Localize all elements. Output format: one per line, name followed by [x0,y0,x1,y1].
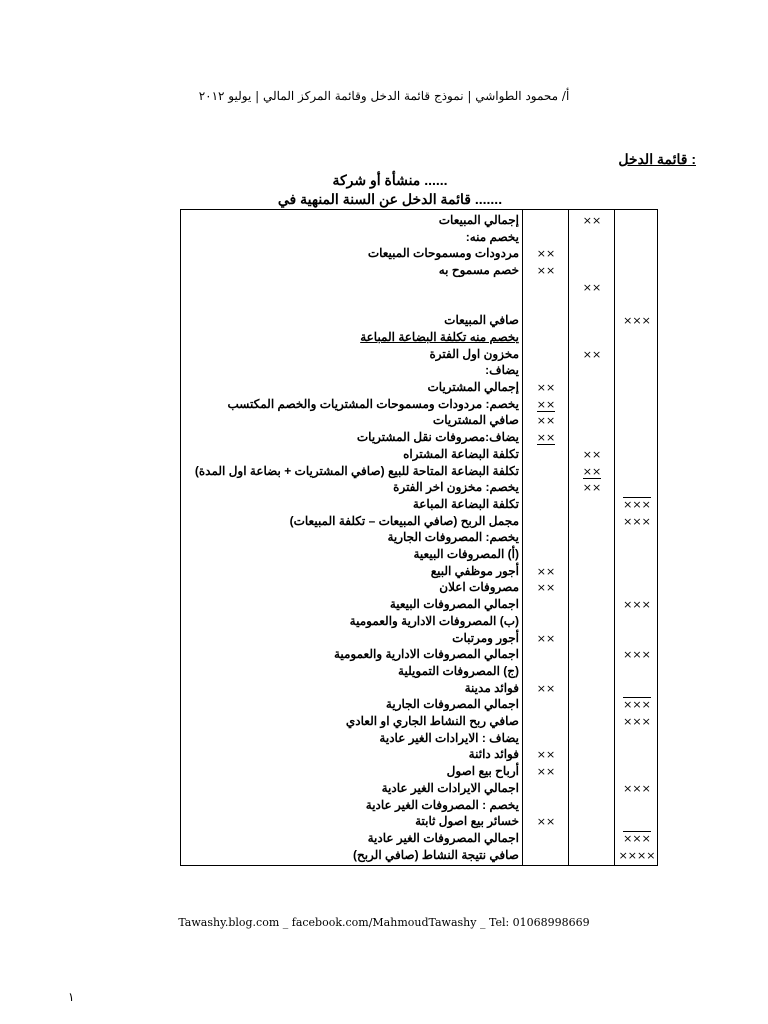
row-label: فوائد دائنة [468,747,519,762]
row-label: يخصم : المصروفات الغير عادية [365,797,519,812]
row-label: يضاف : الايرادات الغير عادية [379,730,519,745]
row-label: مجمل الربح (صافي المبيعات – تكلفة المبيعات) [289,513,519,528]
amount-cell [523,463,569,480]
table-row [181,713,657,730]
amount-cell [569,663,615,680]
row-label: يضاف: [485,363,519,378]
amount-cell [523,279,569,296]
table-row [181,797,657,814]
amount-cell: ×× [536,748,556,762]
amount-cell [615,262,659,279]
amount-cell [569,546,615,563]
amount-cell [615,229,659,246]
table-row [181,362,657,379]
income-statement-table [180,209,658,866]
row-label: خسائر بيع اصول ثابتة [415,814,519,829]
row-label: (أ) المصروفات البيعية [413,547,519,561]
amount-cell [523,446,569,463]
amount-cell [615,379,659,396]
table-row [181,346,657,363]
amount-cell: ××× [623,831,651,845]
amount-cell: ×× [536,397,556,411]
table-row [181,312,657,329]
amount-cell [569,513,615,530]
row-label: يضاف:مصروفات نقل المشتريات [356,430,519,445]
amount-cell: ××× [623,514,651,528]
amount-cell [569,730,615,747]
table-row [181,212,657,229]
table-row [181,463,657,480]
amount-cell [523,797,569,814]
row-label: يخصم: مردودات ومسموحات المشتريات والخصم المكتسب [227,396,519,411]
amount-cell [615,680,659,697]
table-row [181,262,657,279]
amount-cell: ×× [536,631,556,645]
amount-cell [523,646,569,663]
amount-cell: ×× [536,414,556,428]
amount-cell [569,630,615,647]
row-label: خصم مسموح به [438,263,519,278]
row-label: صافي نتيجة النشاط (صافي الربح) [352,847,519,862]
amount-cell [523,830,569,847]
amount-cell [615,813,659,830]
amount-cell: ×× [536,431,556,445]
amount-cell [615,797,659,814]
amount-cell [569,797,615,814]
amount-cell [615,212,659,229]
amount-cell [569,830,615,847]
amount-cell [569,696,615,713]
amount-cell [615,763,659,780]
amount-cell [569,262,615,279]
amount-cell [523,479,569,496]
amount-cell [615,529,659,546]
amount-cell [523,780,569,797]
amount-cell [615,663,659,680]
row-label: يخصم منه تكلفة البضاعة المباعة [360,329,519,344]
amount-cell: ××× [623,698,651,712]
amount-cell: ××× [623,715,651,728]
amount-cell [569,680,615,697]
amount-cell [615,329,659,346]
table-row [181,245,657,262]
amount-cell [569,529,615,546]
table-row [181,663,657,680]
amount-cell: ××× [623,598,651,612]
table-row [181,680,657,697]
amount-cell [569,763,615,780]
amount-cell: ××× [623,497,651,511]
row-label: مخزون اول الفترة [429,346,519,361]
row-label: صافي المبيعات [444,313,519,328]
amount-cell [615,563,659,580]
amount-cell [569,429,615,446]
amount-cell [523,613,569,630]
statement-subtitle: قائمة الدخل عن السنة المنهية في ....... [277,191,503,207]
amount-cell: ×× [582,347,602,361]
row-label: اجمالي المصروفات البيعية [389,597,519,612]
table-row [181,646,657,663]
amount-cell [615,429,659,446]
row-label: مردودات ومسموحات المبيعات [367,246,519,261]
amount-cell [615,412,659,429]
amount-cell [523,229,569,246]
row-label: صافي ربح النشاط الجاري او العادي [345,714,519,728]
amount-cell [569,847,615,864]
amount-cell [523,663,569,680]
row-label: تكلفة البضاعة المتاحة للبيع (صافي المشتريات + بضاعة اول المدة) [194,463,519,478]
amount-cell [569,362,615,379]
amount-cell [569,329,615,346]
amount-cell [569,379,615,396]
amount-cell [569,312,615,329]
amount-cell: ×× [582,447,602,461]
row-label: اجمالي المصروفات الغير عادية [367,830,519,845]
row-label: يخصم: المصروفات الجارية [387,530,519,545]
amount-cell [569,245,615,262]
row-label: تكلفة البضاعة المباعة [412,496,519,511]
amount-cell [569,412,615,429]
amount-cell [615,579,659,596]
table-row [181,329,657,346]
amount-cell: ×× [536,765,556,779]
amount-cell: ×× [582,481,602,495]
amount-cell: ×× [582,280,602,294]
page-number: ١ [68,990,75,1004]
amount-cell [615,613,659,630]
amount-cell [523,496,569,513]
amount-cell [569,296,615,313]
table-row [181,696,657,713]
amount-cell [523,596,569,613]
amount-cell [523,713,569,730]
row-label: أجور موظفي البيع [430,563,519,578]
amount-cell [523,362,569,379]
amount-cell [615,279,659,296]
row-label: يخصم منه: [465,229,519,244]
amount-cell [569,780,615,797]
row-label: إجمالي المبيعات [438,213,519,227]
amount-cell [523,346,569,363]
table-row [181,763,657,780]
row-label: إجمالي المشتريات [427,380,519,394]
amount-cell [569,563,615,580]
amount-cell: ×××× [618,848,656,862]
row-label: (ب) المصروفات الادارية والعمومية [349,613,519,628]
row-label: مصروفات اعلان [439,580,519,595]
table-row [181,730,657,747]
amount-cell [615,746,659,763]
amount-cell [523,296,569,313]
row-label: تكلفة البضاعة المشتراه [403,446,519,461]
row-label: أرباح بيع اصول [446,764,519,779]
section-title: قائمة الدخل : [618,151,696,167]
amount-cell [615,396,659,413]
table-row [181,429,657,446]
row-label: (ج) المصروفات التمويلية [398,663,519,678]
amount-cell [615,546,659,563]
amount-cell [615,730,659,747]
amount-cell: ×× [536,381,556,394]
amount-cell [569,646,615,663]
amount-cell [523,529,569,546]
table-row [181,379,657,396]
amount-cell [523,312,569,329]
amount-cell [523,546,569,563]
amount-cell [569,713,615,730]
amount-cell [615,463,659,480]
row-label: اجمالي المصروفات الادارية والعمومية [333,647,519,662]
row-label: اجمالي المصروفات الجارية [385,697,519,712]
table-row [181,446,657,463]
amount-cell: ×× [582,214,602,227]
amount-cell: ×× [536,564,556,578]
table-row [181,279,657,296]
amount-cell [569,579,615,596]
amount-cell [523,696,569,713]
amount-cell [615,479,659,496]
page-footer: Tawashy.blog.com _ facebook.com/MahmoudTawashy _ Tel: 01068998669 [178,916,590,929]
amount-cell [523,212,569,229]
amount-cell [523,730,569,747]
amount-cell [569,396,615,413]
table-row [181,596,657,613]
amount-cell: ×× [536,681,556,695]
table-row [181,630,657,647]
table-row [181,396,657,413]
amount-cell [523,329,569,346]
table-row [181,830,657,847]
amount-cell [569,613,615,630]
row-label: يخصم: مخزون اخر الفترة [393,480,519,495]
table-row [181,746,657,763]
table-row [181,513,657,530]
table-row [181,479,657,496]
table-row [181,546,657,563]
table-row [181,296,657,313]
table-row [181,412,657,429]
amount-cell [615,630,659,647]
row-label: فوائد مدينة [464,680,519,695]
amount-cell: ×× [582,464,602,478]
amount-cell [569,229,615,246]
amount-cell: ×× [536,264,556,278]
amount-cell [569,746,615,763]
table-row [181,579,657,596]
page-header: أ/ محمود الطواشي | نموذج قائمة الدخل وقائمة المركز المالي | يوليو ٢٠١٢ [198,89,570,103]
amount-cell [569,596,615,613]
table-row [181,229,657,246]
table-row [181,529,657,546]
amount-cell [523,513,569,530]
amount-cell: ××× [623,648,651,662]
row-label: أجور ومرتبات [452,630,519,645]
table-row [181,813,657,830]
amount-cell [569,813,615,830]
amount-cell [523,847,569,864]
amount-cell [615,446,659,463]
table-row [181,847,657,864]
amount-cell [615,346,659,363]
amount-cell [615,245,659,262]
company-title: منشأة أو شركة ...... [332,172,448,188]
amount-cell [569,496,615,513]
amount-cell: ××× [623,314,651,328]
amount-cell [615,296,659,313]
row-label: صافي المشتريات [432,413,519,428]
table-row [181,496,657,513]
amount-cell: ×× [536,581,556,595]
table-row [181,563,657,580]
amount-cell: ×× [536,815,556,829]
table-row [181,613,657,630]
amount-cell: ××× [623,781,651,795]
table-row [181,780,657,797]
amount-cell: ×× [536,247,556,261]
row-label: اجمالي الايرادات الغير عادية [381,780,519,795]
amount-cell [615,362,659,379]
